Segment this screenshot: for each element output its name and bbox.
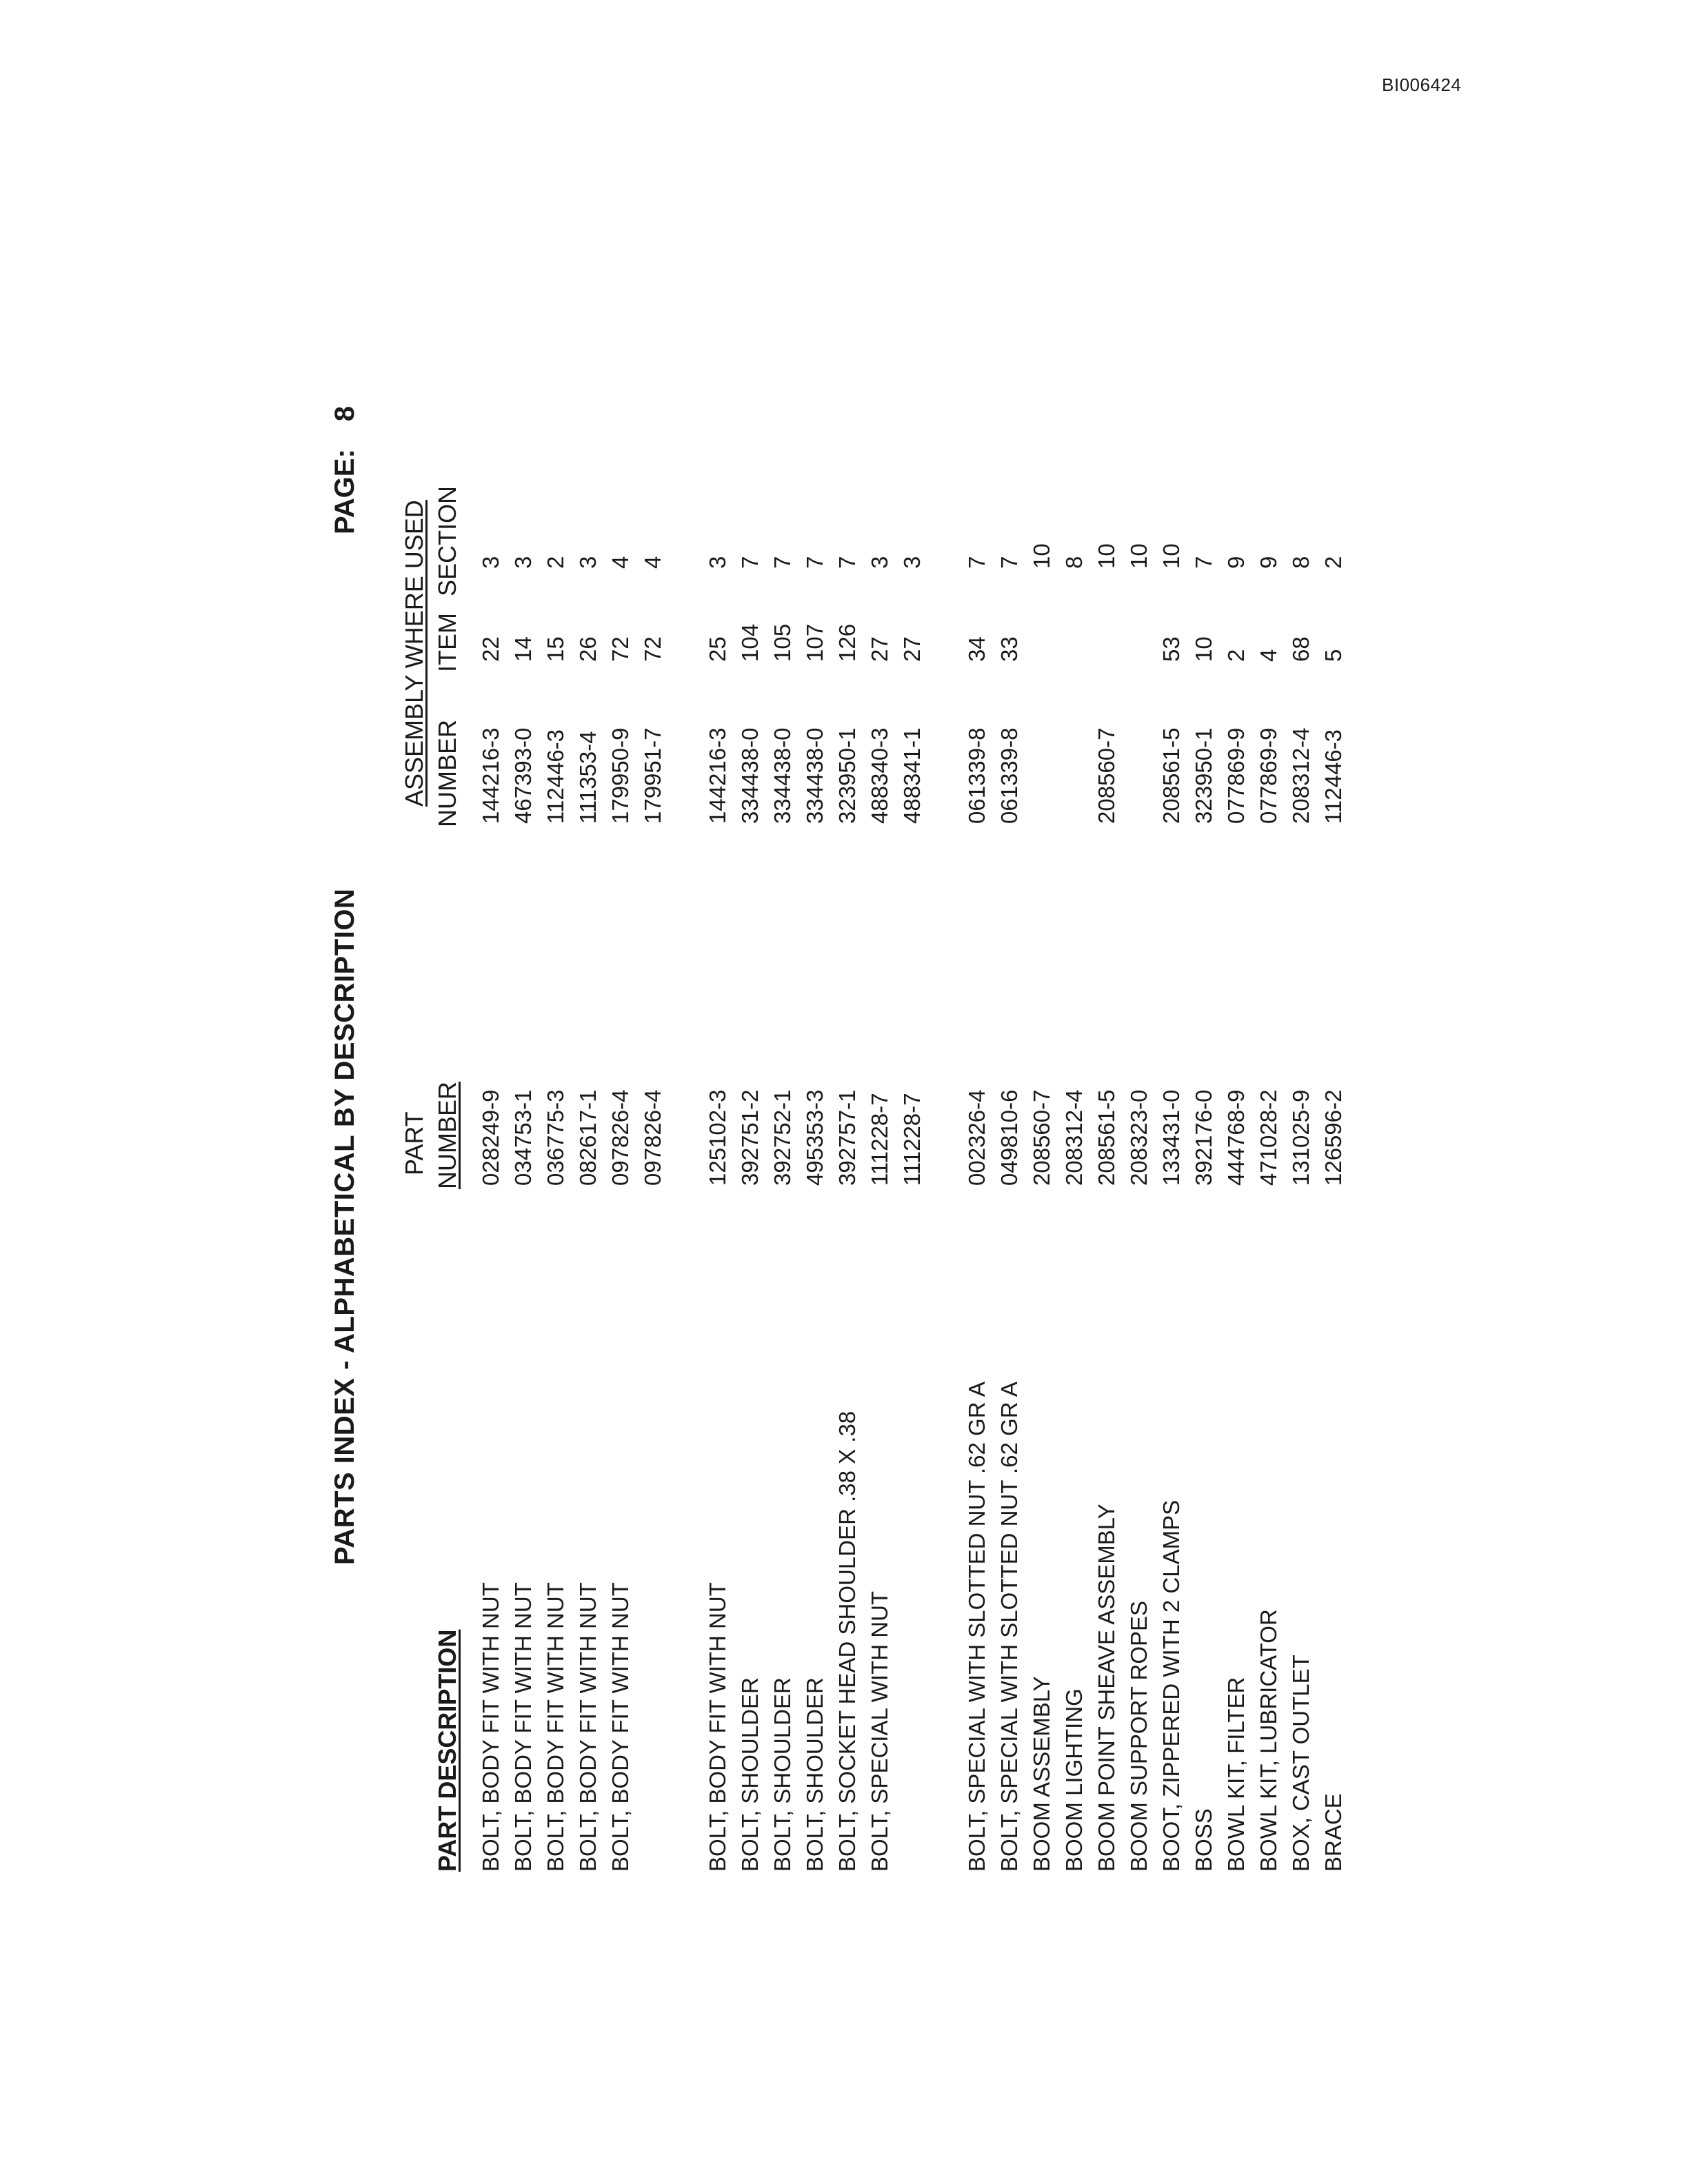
assembly-number-cell: 061339-8 — [996, 727, 1022, 824]
section-cell: 8 — [1288, 556, 1314, 569]
part-number-cell: 133431-0 — [1158, 1089, 1184, 1186]
section-cell: 4 — [640, 556, 665, 569]
item-cell: 33 — [996, 636, 1022, 662]
part-number-cell: 049810-6 — [996, 1089, 1022, 1186]
section-cell: 3 — [510, 556, 536, 569]
header-part-top: PART — [400, 1111, 428, 1175]
part-number-cell: 392757-1 — [834, 1089, 860, 1186]
assembly-number-cell — [1025, 728, 1058, 824]
part-description-cell: BOLT, BODY FIT WITH NUT — [705, 1582, 730, 1872]
item-cell: 25 — [705, 636, 730, 662]
assembly-number-cell: 208561-5 — [1158, 727, 1184, 824]
section-cell: 3 — [478, 556, 503, 569]
item-cell: 15 — [543, 636, 568, 662]
assembly-number-cell: 488340-3 — [867, 727, 892, 824]
part-number-cell: 392751-2 — [737, 1089, 763, 1186]
part-number-cell: 097826-4 — [640, 1089, 665, 1186]
item-cell: 72 — [640, 636, 665, 662]
part-number-cell: 125102-3 — [705, 1089, 730, 1186]
part-number-cell: 392752-1 — [770, 1089, 795, 1186]
assembly-number-cell: 112446-3 — [543, 729, 568, 824]
part-number-cell: 034753-1 — [510, 1089, 536, 1186]
section-cell: 8 — [1061, 556, 1087, 569]
assembly-number-cell: 208312-4 — [1288, 727, 1314, 824]
section-cell: 7 — [802, 556, 827, 569]
section-cell: 10 — [1158, 543, 1184, 569]
assembly-number-cell: 208560-7 — [1094, 727, 1119, 824]
part-number-cell: 111228-7 — [867, 1093, 892, 1186]
part-description-cell: BOLT, SOCKET HEAD SHOULDER .38 X .38 — [834, 1410, 860, 1872]
assembly-number-cell: 179951-7 — [640, 727, 665, 824]
part-description-cell: BOLT, BODY FIT WITH NUT — [510, 1582, 536, 1872]
item-cell — [1058, 624, 1090, 662]
part-description-cell: BOOM ASSEMBLY — [1029, 1676, 1054, 1872]
assembly-number-cell: 077869-9 — [1223, 727, 1249, 824]
part-number-cell: 471028-2 — [1256, 1089, 1281, 1186]
section-cell: 7 — [770, 556, 795, 569]
part-description-cell: BOLT, SHOULDER — [770, 1677, 795, 1872]
item-cell: 26 — [575, 636, 601, 662]
part-number-cell: 126596-2 — [1320, 1089, 1346, 1186]
part-description-cell: BOLT, SHOULDER — [737, 1677, 763, 1872]
part-number-cell: 208323-0 — [1126, 1089, 1152, 1186]
part-description-cell — [896, 1382, 928, 1872]
assembly-number-cell: 323950-1 — [1191, 727, 1216, 824]
part-description-cell: BOOM LIGHTING — [1061, 1688, 1087, 1872]
part-description-cell: BOOT, ZIPPERED WITH 2 CLAMPS — [1158, 1499, 1184, 1872]
part-description-cell: BOWL KIT, LUBRICATOR — [1256, 1609, 1281, 1872]
row-spacer — [928, 624, 961, 662]
section-cell: 7 — [737, 556, 763, 569]
assembly-number-cell: 179950-9 — [607, 727, 633, 824]
item-cell: 22 — [478, 636, 503, 662]
part-description-cell: BOLT, SPECIAL WITH SLOTTED NUT .62 GR A — [964, 1382, 989, 1872]
row-spacer — [669, 543, 701, 569]
assembly-number-cell: 334438-0 — [737, 727, 763, 824]
header-asm-number: NUMBER — [433, 719, 461, 827]
part-description-cell: BOLT, BODY FIT WITH NUT — [478, 1582, 503, 1872]
rotated-page-content — [317, 228, 1352, 1951]
assembly-number-cell: 112446-3 — [1320, 729, 1346, 824]
row-spacer — [669, 1382, 701, 1872]
column-assembly-number — [474, 728, 1349, 824]
part-description-cell: BOLT, SPECIAL WITH NUT — [867, 1590, 892, 1872]
part-number-cell: 208561-5 — [1094, 1089, 1119, 1186]
item-cell: 34 — [964, 636, 989, 662]
header-assembly-where-used: ASSEMBLY WHERE USED — [400, 500, 428, 807]
row-spacer — [669, 1090, 701, 1186]
column-part-description — [474, 1382, 1349, 1872]
part-description-cell: BOX, CAST OUTLET — [1288, 1655, 1314, 1872]
item-cell — [1123, 624, 1155, 662]
section-cell: 7 — [996, 556, 1022, 569]
header-part-number: NUMBER — [433, 1081, 461, 1189]
assembly-number-cell: 144216-3 — [705, 727, 730, 824]
item-cell: 27 — [867, 636, 892, 662]
section-cell: 2 — [543, 556, 568, 569]
part-description-cell: BOOM SUPPORT ROPES — [1126, 1600, 1152, 1872]
page-label: PAGE: — [330, 449, 360, 534]
column-part-number — [474, 1090, 1349, 1186]
item-cell: 14 — [510, 636, 536, 662]
part-number-cell: 444768-9 — [1223, 1089, 1249, 1186]
section-cell: 10 — [1094, 543, 1119, 569]
part-description-cell: BOSS — [1191, 1808, 1216, 1872]
section-cell: 3 — [867, 556, 892, 569]
row-spacer — [669, 728, 701, 824]
section-cell: 7 — [1191, 556, 1216, 569]
section-cell: 7 — [834, 556, 860, 569]
assembly-number-cell: 488341-1 — [899, 727, 925, 824]
item-cell: 126 — [834, 623, 860, 662]
item-cell — [1090, 624, 1123, 662]
item-cell: 68 — [1288, 636, 1314, 662]
section-cell: 10 — [1126, 543, 1152, 569]
part-description-cell: BOWL KIT, FILTER — [1223, 1677, 1249, 1872]
assembly-number-cell: 061339-8 — [964, 727, 989, 824]
column-item — [474, 624, 1349, 662]
row-spacer — [669, 624, 701, 662]
part-number-cell: 111228-7 — [899, 1093, 925, 1186]
assembly-number-cell: 334438-0 — [770, 727, 795, 824]
part-number-cell: 495353-3 — [802, 1089, 827, 1186]
part-description-cell: BOLT, SHOULDER — [802, 1677, 827, 1872]
item-cell: 10 — [1191, 636, 1216, 662]
row-spacer — [928, 543, 961, 569]
part-number-cell: 097826-4 — [607, 1089, 633, 1186]
part-description-cell: BOLT, SPECIAL WITH SLOTTED NUT .62 GR A — [996, 1382, 1022, 1872]
assembly-number-cell: 077869-9 — [1256, 727, 1281, 824]
row-spacer — [928, 728, 961, 824]
section-cell: 3 — [705, 556, 730, 569]
section-cell: 3 — [575, 556, 601, 569]
row-spacer — [928, 1382, 961, 1872]
part-number-cell: 392176-0 — [1191, 1089, 1216, 1186]
part-number-cell: 208560-7 — [1029, 1089, 1054, 1186]
section-cell: 2 — [1320, 556, 1346, 569]
row-spacer — [928, 1090, 961, 1186]
part-number-cell: 028249-9 — [478, 1089, 503, 1186]
part-description-cell: BOLT, BODY FIT WITH NUT — [607, 1582, 633, 1872]
column-section — [474, 543, 1349, 569]
assembly-number-cell: 144216-3 — [478, 727, 503, 824]
item-cell: 2 — [1223, 649, 1249, 662]
item-cell — [1025, 624, 1058, 662]
part-number-cell: 131025-9 — [1288, 1089, 1314, 1186]
section-cell: 4 — [607, 556, 633, 569]
header-asm-section: SECTION — [433, 485, 461, 596]
page-indicator — [330, 406, 361, 534]
part-description-cell: BOOM POINT SHEAVE ASSEMBLY — [1094, 1504, 1119, 1872]
assembly-number-cell — [1123, 728, 1155, 824]
part-number-cell: 036775-3 — [543, 1089, 568, 1186]
section-cell: 3 — [899, 556, 925, 569]
assembly-number-cell: 467393-0 — [510, 727, 536, 824]
assembly-number-cell — [1058, 728, 1090, 824]
section-cell: 9 — [1223, 556, 1249, 569]
page-number: 8 — [330, 406, 360, 422]
header-asm-item: ITEM — [433, 613, 461, 672]
item-cell: 104 — [737, 623, 763, 662]
part-number-cell: 208312-4 — [1061, 1089, 1087, 1186]
page-title: PARTS INDEX - ALPHABETICAL BY DESCRIPTION — [330, 888, 360, 1565]
assembly-number-cell: 323950-1 — [834, 727, 860, 824]
part-description-cell: BOLT, BODY FIT WITH NUT — [575, 1582, 601, 1872]
header-part-description: PART DESCRIPTION — [433, 1629, 461, 1872]
item-cell: 5 — [1320, 649, 1346, 662]
item-cell: 4 — [1256, 649, 1281, 662]
assembly-number-cell: 111353-4 — [575, 731, 601, 824]
item-cell: 53 — [1158, 636, 1184, 662]
part-description-cell: BOLT, BODY FIT WITH NUT — [543, 1582, 568, 1872]
assembly-number-cell: 334438-0 — [802, 727, 827, 824]
item-cell: 27 — [899, 636, 925, 662]
section-cell: 7 — [964, 556, 989, 569]
part-number-cell: 082617-1 — [575, 1089, 601, 1186]
section-cell: 9 — [1256, 556, 1281, 569]
item-cell: 72 — [607, 636, 633, 662]
part-number-cell: 002326-4 — [964, 1089, 989, 1186]
item-cell: 107 — [802, 623, 827, 662]
part-description-cell: BRACE — [1320, 1793, 1346, 1872]
section-cell: 10 — [1029, 543, 1054, 569]
item-cell: 105 — [770, 623, 795, 662]
document-id: BI006424 — [1382, 74, 1462, 95]
part-description-cell — [636, 1382, 669, 1872]
